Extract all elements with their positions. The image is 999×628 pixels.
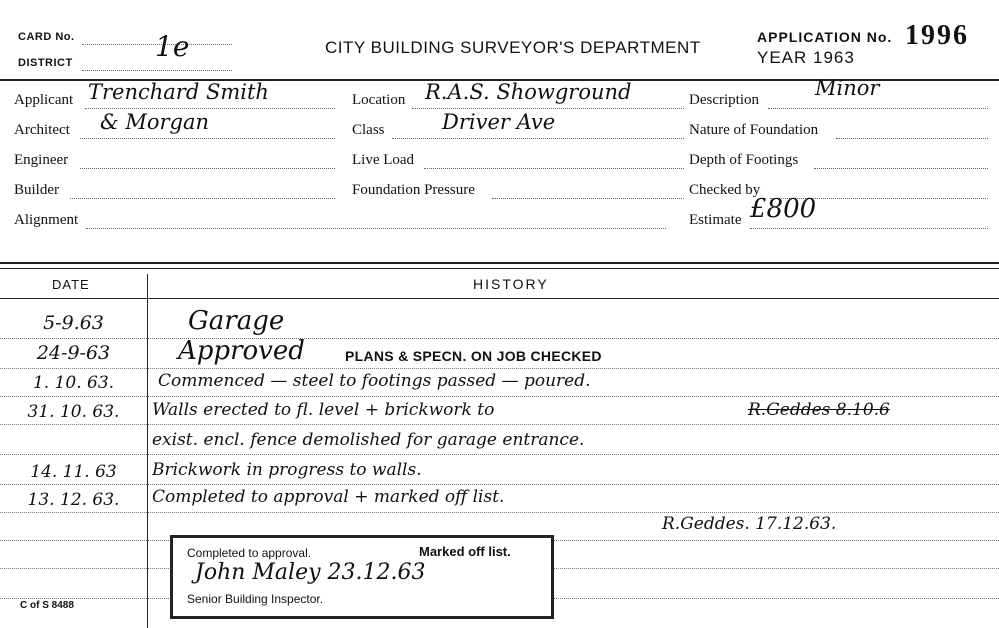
history-date: 1. 10. 63. — [32, 373, 115, 393]
checked-by-label: Checked by — [689, 182, 761, 198]
history-date: 24-9-63 — [36, 342, 111, 364]
inspector-title: Senior Building Inspector. — [187, 592, 324, 606]
history-entry: Approved — [178, 336, 305, 366]
nature-foundation-line — [836, 138, 988, 139]
history-entry: Walls erected to fl. level + brickwork to — [152, 400, 495, 420]
form-code: C of S 8488 — [20, 600, 74, 611]
row-line — [0, 338, 999, 339]
architect-line — [80, 138, 335, 139]
live-load-label: Live Load — [352, 152, 415, 168]
row-line — [0, 512, 999, 513]
district-label: DISTRICT — [18, 57, 73, 69]
inspector-signature: John Maley 23.12.63 — [195, 560, 426, 585]
surveyor-signature: R.Geddes. 17.12.63. — [662, 514, 837, 534]
row-line — [0, 424, 999, 425]
applicant-value: Trenchard Smith — [88, 80, 269, 104]
history-header: HISTORY — [473, 276, 549, 292]
date-header: DATE — [52, 277, 90, 292]
architect-label: Architect — [14, 122, 70, 138]
nature-foundation-label: Nature of Foundation — [689, 122, 819, 138]
class-line — [392, 138, 684, 139]
description-label: Description — [689, 92, 759, 108]
completed-label: Completed to approval. — [187, 546, 312, 560]
history-entry: Commenced — steel to footings passed — poured. — [158, 371, 591, 391]
class-value: Driver Ave — [442, 110, 556, 134]
history-date: 14. 11. 63 — [30, 462, 117, 482]
history-entry: exist. encl. fence demolished for garage entrance. — [152, 430, 585, 450]
plans-checked-stamp: PLANS & SPECN. ON JOB CHECKED — [345, 348, 602, 364]
class-label: Class — [352, 122, 385, 138]
foundation-pressure-line — [492, 198, 684, 199]
alignment-line — [86, 228, 666, 229]
history-entry: Brickwork in progress to walls. — [152, 460, 422, 480]
history-date: 31. 10. 63. — [27, 402, 120, 422]
location-value: R.A.S. Showground — [425, 80, 632, 104]
row-line — [0, 396, 999, 397]
district-line — [82, 70, 232, 71]
engineer-line — [80, 168, 335, 169]
history-entry: Completed to approval + marked off list. — [152, 487, 505, 507]
estimate-value: £800 — [750, 194, 817, 224]
engineer-label: Engineer — [14, 152, 69, 168]
applicant-label: Applicant — [14, 92, 74, 108]
location-label: Location — [352, 92, 406, 108]
history-header-rule — [0, 298, 999, 299]
completion-stamp — [170, 535, 554, 619]
history-date: 13. 12. 63. — [27, 490, 120, 510]
alignment-label: Alignment — [14, 212, 79, 228]
district-value: 1e — [155, 30, 190, 63]
row-line — [0, 484, 999, 485]
history-date: 5-9.63 — [43, 312, 104, 334]
description-line — [768, 108, 988, 109]
section-rule-top — [0, 262, 999, 264]
date-column-divider — [147, 274, 148, 628]
foundation-pressure-label: Foundation Pressure — [352, 182, 475, 198]
location-line — [412, 108, 684, 109]
card-no-label: CARD No. — [18, 31, 75, 43]
section-rule-bottom — [0, 268, 999, 269]
depth-footings-line — [814, 168, 988, 169]
struck-out-text: R.Geddes 8.10.6 — [748, 400, 890, 420]
live-load-line — [424, 168, 684, 169]
application-number: 1996 — [905, 20, 969, 51]
builder-label: Builder — [14, 182, 59, 198]
department-title: CITY BUILDING SURVEYOR'S DEPARTMENT — [325, 38, 701, 57]
year-label: YEAR 1963 — [757, 48, 855, 67]
estimate-label: Estimate — [689, 212, 742, 228]
history-entry: Garage — [188, 306, 285, 336]
depth-footings-label: Depth of Footings — [689, 152, 799, 168]
builder-line — [70, 198, 335, 199]
estimate-line — [750, 228, 988, 229]
description-value: Minor — [815, 76, 880, 100]
applicant-line — [85, 108, 335, 109]
marked-off-label: Marked off list. — [419, 544, 511, 559]
application-no-label: APPLICATION No. — [757, 29, 893, 45]
row-line — [0, 454, 999, 455]
row-line — [0, 368, 999, 369]
architect-value: & Morgan — [100, 110, 210, 134]
